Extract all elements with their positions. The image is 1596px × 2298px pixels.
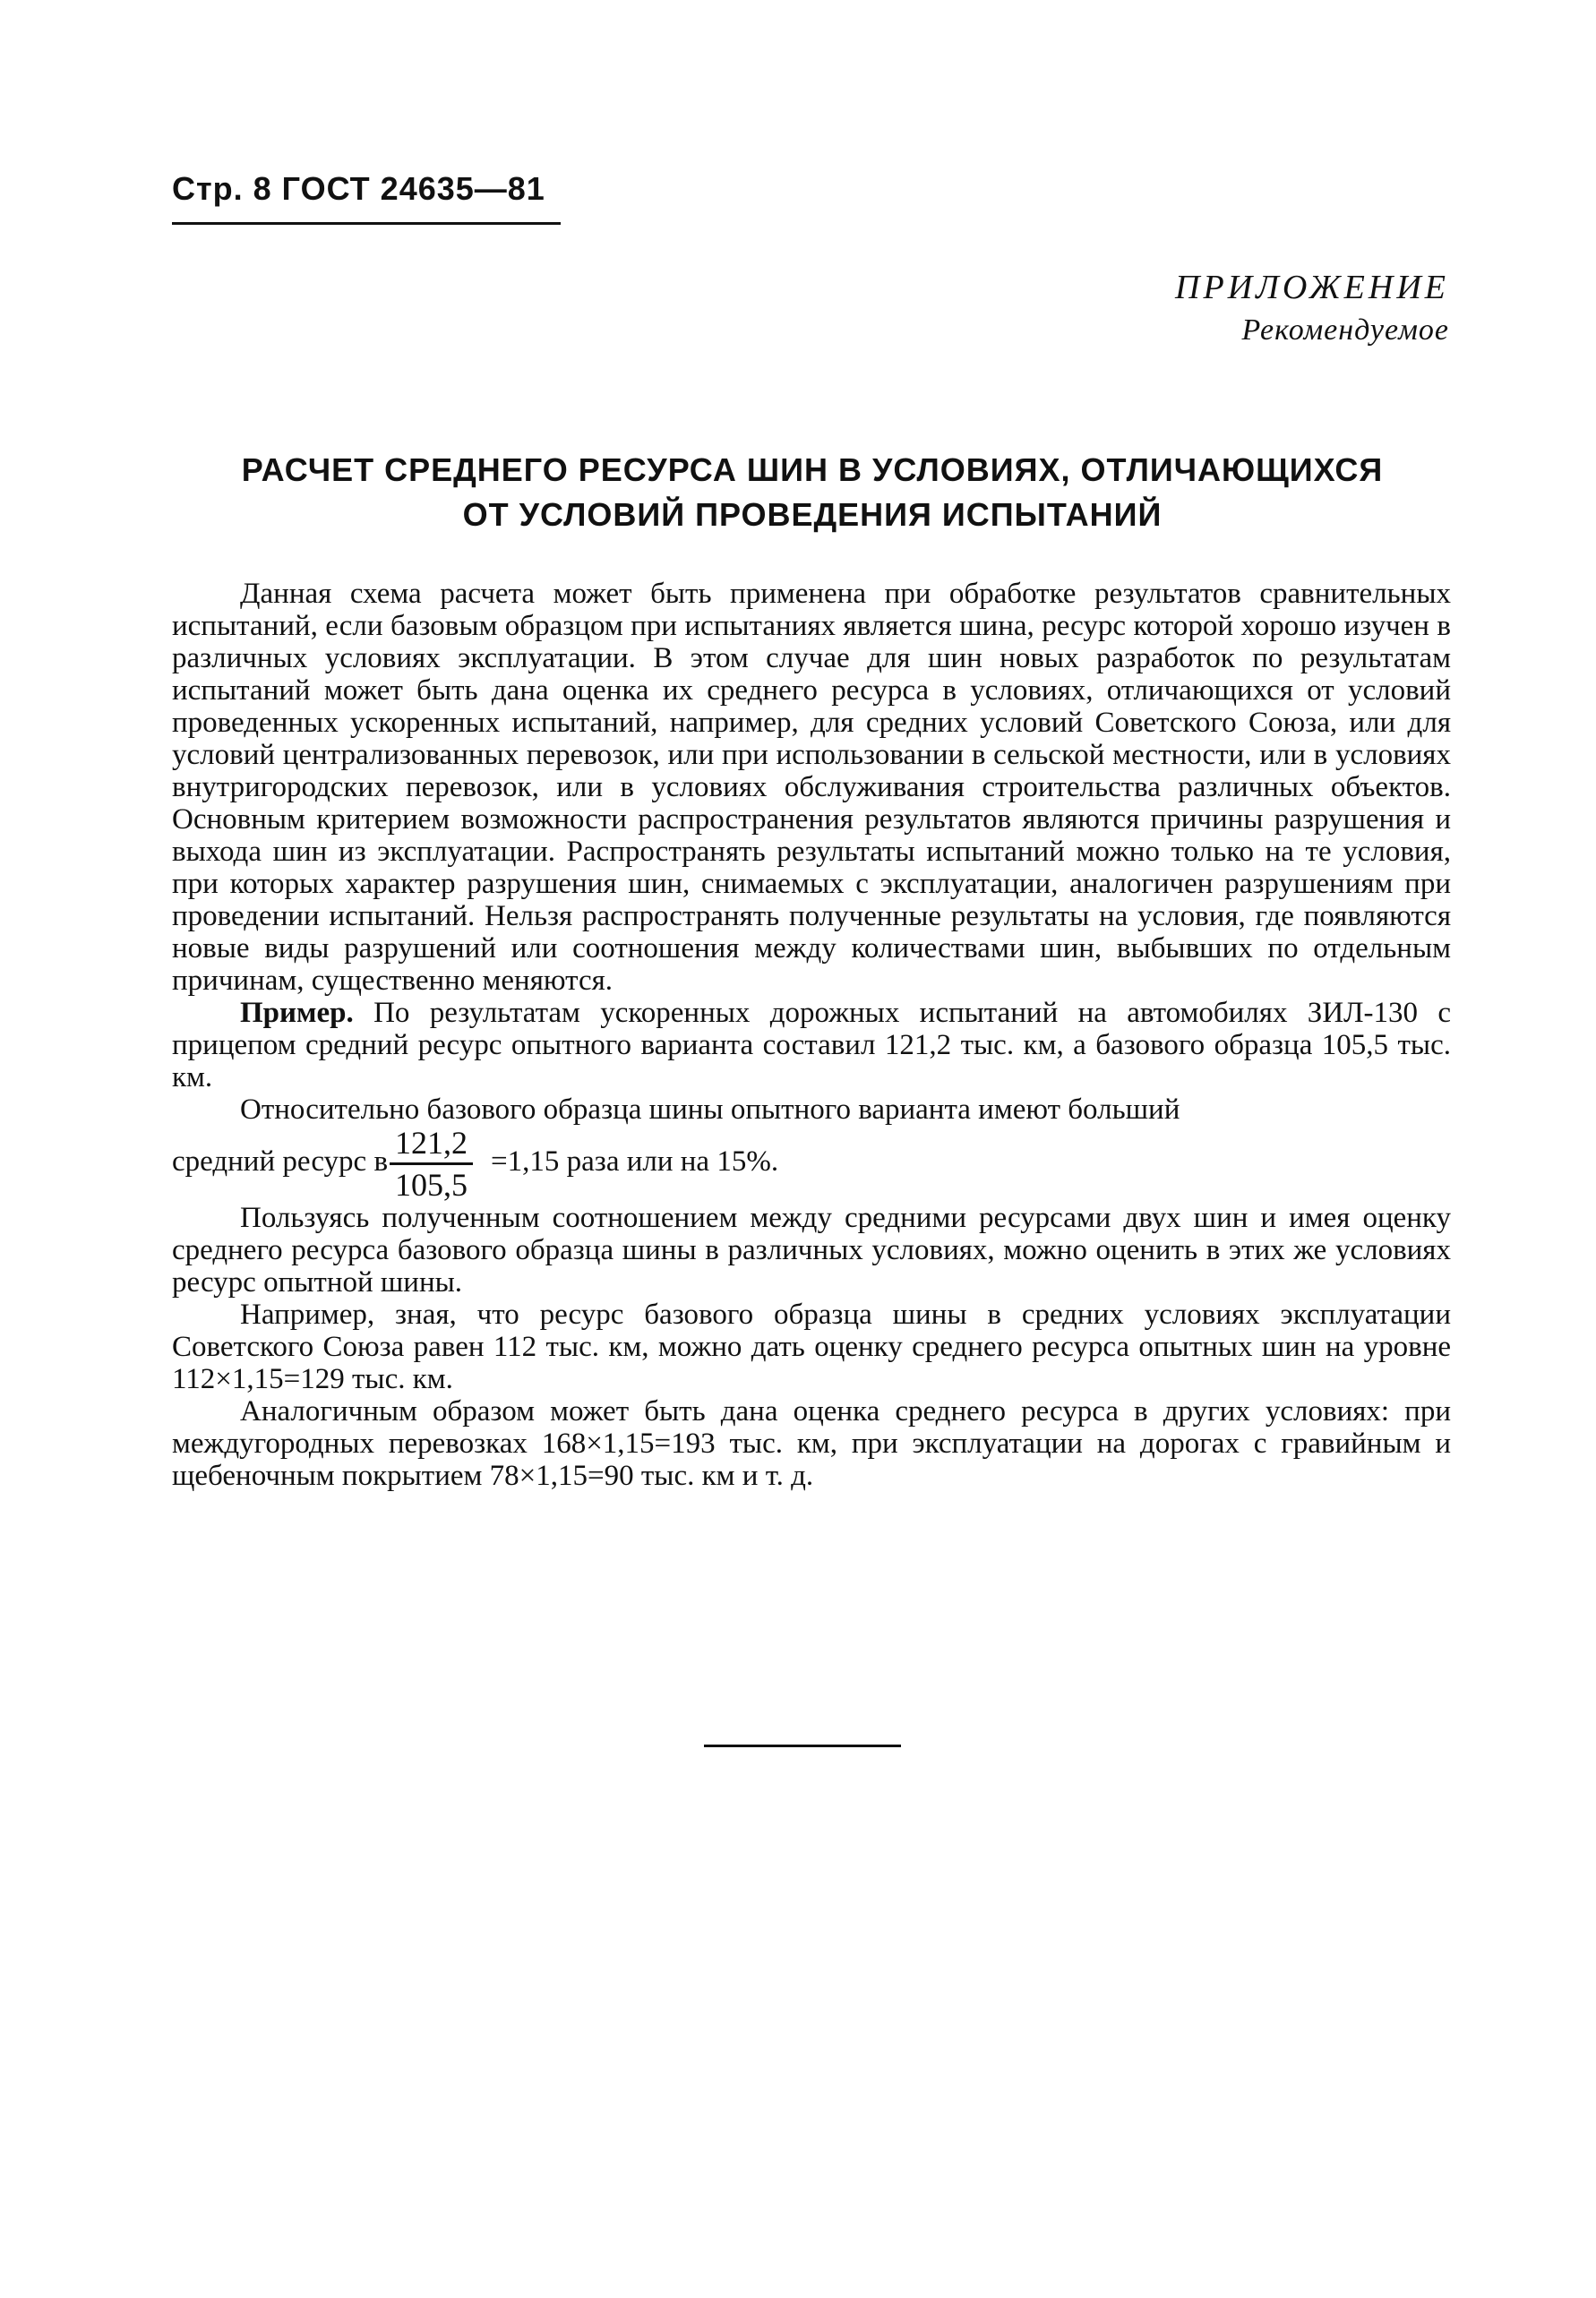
running-head: Стр. 8 ГОСТ 24635—81	[172, 170, 545, 207]
body-text	[172, 578, 1451, 1492]
formula-suffix: =1,15 раза или на 15%.	[491, 1145, 779, 1179]
formula-numerator: 121,2	[390, 1126, 473, 1165]
example-label: Пример.	[240, 997, 354, 1029]
header-rule	[172, 222, 561, 225]
formula-prefix: средний ресурс в	[172, 1145, 389, 1179]
paragraph-usage: Пользуясь полученным соотношением между средними ресурсами двух шин и имея оценку среднего ресурса базового образца шины в различных условиях, можно оценить в этих же условиях ресурс опытной шины.	[172, 1202, 1451, 1299]
appendix-label: ПРИЛОЖЕНИЕ	[1175, 269, 1449, 306]
paragraph-example	[172, 997, 1451, 1093]
example-text: По результатам ускоренных дорожных испытаний на автомобилях ЗИЛ-130 с прицепом средний ресурс опытного варианта составил 121,2 тыс. км, а базового образца 105,5 тыс. км.	[172, 997, 1451, 1093]
title-line-1: РАСЧЕТ СРЕДНЕГО РЕСУРСА ШИН В УСЛОВИЯХ, ОТЛИЧАЮЩИХСЯ	[241, 451, 1384, 488]
formula-fraction	[390, 1126, 473, 1202]
title-line-2: ОТ УСЛОВИЙ ПРОВЕДЕНИЯ ИСПЫТАНИЙ	[462, 496, 1163, 533]
appendix-block	[1175, 265, 1449, 351]
formula-line	[172, 1126, 1451, 1202]
formula-denominator: 105,5	[395, 1167, 468, 1203]
paragraph-relative: Относительно базового образца шины опытного варианта имеют больший	[240, 1093, 1180, 1126]
appendix-status: Рекомендуемое	[1241, 313, 1449, 347]
document-title	[172, 448, 1453, 537]
end-rule	[704, 1745, 901, 1747]
paragraph-other-conditions: Аналогичным образом может быть дана оценка среднего ресурса в других условиях: при междугородных перевозках 168×1,15=193 тыс. км, при эксплуатации на дорогах с гравийным и щебеночным покрытием 78×1,15=90 тыс. км и т. д.	[172, 1395, 1451, 1492]
paragraph-average-conditions: Например, зная, что ресурс базового образца шины в средних условиях эксплуатации Советского Союза равен 112 тыс. км, можно дать оценку среднего ресурса опытных шин на уровне 112×1,15=129 тыс. км.	[172, 1299, 1451, 1395]
paragraph-intro: Данная схема расчета может быть применена при обработке результатов сравнительных испытаний, если базовым образцом при испытаниях является шина, ресурс которой хорошо изучен в различных условиях эксплуатации. В этом случае для шин новых разработок по результатам испытаний может быть дана оценка их среднего ресурса в условиях, отличающихся от условий проведенных ускоренных испытаний, например, для средних условий Советского Союза, или для условий централизованных перевозок, или при использовании в сельской местности, или в условиях внутригородских перевозок, или в условиях обслуживания строительства различных объектов. Основным критерием возможности распространения результатов являются причины разрушения и выхода шин из эксплуатации. Распространять результаты испытаний можно только на те условия, при которых характер разрушения шин, снимаемых с эксплуатации, аналогичен разрушениям при проведении испытаний. Нельзя распространять полученные результаты на условия, где появляются новые виды разрушений или соотношения между количествами шин, выбывших по отдельным причинам, существенно меняются.	[172, 578, 1451, 997]
